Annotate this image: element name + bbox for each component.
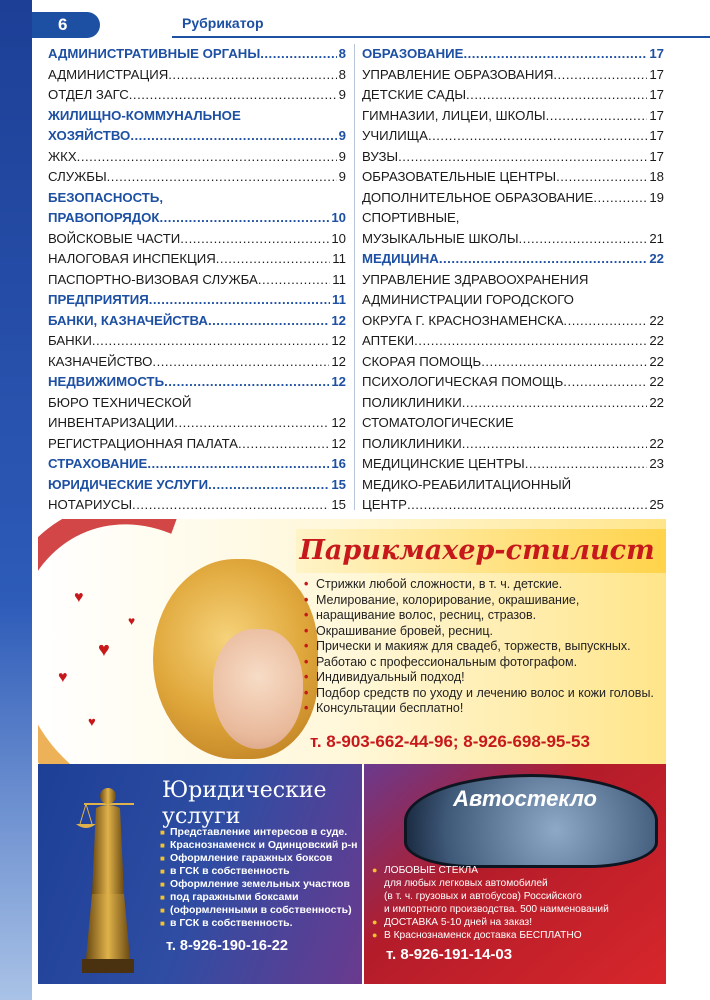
toc-entry-title: ДЕТСКИЕ САДЫ [362, 87, 466, 102]
toc-page-number: 22 [649, 394, 664, 410]
toc-entry [362, 475, 664, 496]
toc-entry [48, 475, 346, 496]
toc-leader-dots [439, 249, 648, 270]
toc-page-number: 22 [649, 251, 664, 266]
toc-entry-title: МЕДИКО-РЕАБИЛИТАЦИОННЫЙ [362, 476, 572, 492]
toc-entry-title: АДМИНИСТРАЦИЯ [48, 66, 169, 82]
service-item: (в т. ч. грузовых и автобусов) Российского [384, 891, 582, 902]
toc-leader-dots [546, 106, 648, 127]
toc-entry [362, 270, 664, 291]
ad-phone: т. 8-903-662-44-96; 8-926-698-95-53 [310, 732, 590, 751]
header-rule [172, 36, 710, 38]
heart-icon: ♥ [128, 614, 136, 628]
toc-page-number: 17 [649, 107, 664, 123]
toc-entry-title: УПРАВЛЕНИЕ ЗДРАВООХРАНЕНИЯ [362, 271, 589, 287]
services-list [160, 826, 357, 930]
toc-leader-dots [216, 249, 331, 270]
ad-hairdresser [38, 519, 666, 764]
toc-entry [362, 290, 664, 311]
toc-entry [48, 352, 346, 373]
toc-leader-dots [563, 311, 647, 332]
ad-title-line: услуги [162, 804, 241, 829]
toc-leader-dots [519, 229, 648, 250]
toc-entry-title: НОТАРИУСЫ [48, 497, 133, 512]
toc-entry [48, 290, 346, 311]
toc-entry-title: СПОРТИВНЫЕ, [362, 210, 460, 225]
column-divider [354, 44, 355, 510]
service-item: ● ЛОБОВЫЕ СТЕКЛА [372, 864, 609, 877]
toc-entry-title: СТРАХОВАНИЕ [48, 456, 148, 471]
toc-entry-title: БАНКИ [48, 333, 92, 348]
toc-leader-dots [463, 44, 647, 65]
toc-page-number: 15 [331, 476, 346, 492]
toc-entry-title: АДМИНИСТРАТИВНЫЕ ОРГАНЫ [48, 46, 261, 61]
service-item: ■ Краснознаменск и Одинцовский р-н [160, 839, 357, 852]
page-header [32, 12, 710, 38]
service-item: • Индивидуальный подход! [304, 670, 654, 686]
toc-page-number: 11 [332, 271, 346, 287]
ad-title-line: Юридические [162, 778, 327, 803]
toc-leader-dots [152, 352, 329, 373]
toc-right-column [362, 44, 664, 516]
section-title: Рубрикатор [182, 15, 264, 31]
toc-entry-title: ВУЗЫ [362, 148, 399, 164]
toc-leader-dots [129, 85, 337, 106]
toc-entry-title: АДМИНИСТРАЦИИ ГОРОДСКОГО [362, 292, 574, 307]
toc-entry-title: МЕДИЦИНСКИЕ ЦЕНТРЫ [362, 456, 525, 471]
toc-page-number: 12 [331, 312, 346, 328]
toc-page-number: 22 [649, 374, 664, 389]
toc-page-number: 17 [649, 87, 664, 102]
toc-leader-dots [130, 126, 336, 147]
toc-entry-title: ХОЗЯЙСТВО [48, 128, 131, 143]
heart-icon: ♥ [74, 589, 84, 606]
toc-page-number: 15 [331, 497, 346, 512]
toc-leader-dots [398, 147, 647, 168]
toc-entry [48, 126, 346, 147]
toc-entry-title: БЮРО ТЕХНИЧЕСКОЙ [48, 394, 192, 410]
themis-statue-icon [74, 774, 140, 979]
toc-entry-title: ДОПОЛНИТЕЛЬНОЕ ОБРАЗОВАНИЕ [362, 189, 594, 205]
ad-auto-glass [364, 764, 666, 984]
toc-page-number: 18 [649, 169, 664, 184]
toc-entry [48, 372, 346, 393]
toc-entry [362, 352, 664, 373]
toc-entry-title: МЕДИЦИНА [362, 251, 439, 266]
toc-entry [48, 393, 346, 414]
service-item: • Подбор средств по уходу и лечению волос и кожи головы. [304, 686, 654, 702]
toc-entry [48, 188, 346, 209]
toc-leader-dots [107, 167, 337, 188]
toc-page-number: 25 [649, 497, 664, 512]
ad-legal-services [38, 764, 362, 984]
toc-entry [362, 372, 664, 393]
toc-page-number: 23 [649, 456, 664, 471]
service-item: для любых легковых автомобилей [384, 878, 548, 889]
service-item: и импортного производства. 500 наименований [384, 904, 609, 915]
toc-entry [48, 65, 346, 86]
service-item: ■ в ГСК в собственность [160, 865, 357, 878]
toc-page-number: 17 [649, 66, 664, 82]
toc-entry-title: ЖИЛИЩНО-КОММУНАЛЬНОЕ [48, 107, 241, 123]
heart-icon: ♥ [58, 669, 68, 686]
service-item: • Стрижки любой сложности, в т. ч. детские. [304, 577, 654, 593]
heart-icon: ♥ [88, 714, 96, 729]
toc-leader-dots [208, 475, 329, 496]
toc-entry [48, 249, 346, 270]
toc-leader-dots [428, 126, 647, 147]
ad-title: Парикмахер-стилист [299, 535, 655, 566]
toc-leader-dots [260, 44, 336, 65]
toc-entry [48, 106, 346, 127]
service-item: ■ Оформление земельных участков [160, 878, 357, 891]
toc-page-number: 9 [338, 148, 346, 164]
toc-leader-dots [208, 311, 329, 332]
toc-entry-title: НЕДВИЖИМОСТЬ [48, 374, 165, 389]
service-item: • Консультации бесплатно! [304, 701, 654, 717]
toc-entry-title: ОКРУГА Г. КРАСНОЗНАМЕНСКА [362, 312, 564, 328]
toc-entry-title: ПРАВОПОРЯДОК [48, 210, 160, 225]
toc-entry-title: ПРЕДПРИЯТИЯ [48, 292, 149, 307]
toc-leader-dots [149, 290, 330, 311]
toc-entry [362, 495, 664, 516]
toc-leader-dots [164, 372, 329, 393]
toc-leader-dots [92, 331, 329, 352]
toc-page-number: 10 [331, 210, 346, 225]
woman-portrait-face [213, 629, 303, 749]
toc-leader-dots [168, 65, 336, 86]
toc-entry [48, 311, 346, 332]
toc-entry [362, 434, 664, 455]
toc-leader-dots [481, 352, 647, 373]
toc-entry [362, 229, 664, 250]
toc-entry-title: БЕЗОПАСНОСТЬ, [48, 189, 163, 205]
toc-entry [362, 147, 664, 168]
toc-entry-title: ВОЙСКОВЫЕ ЧАСТИ [48, 230, 181, 246]
toc-entry [362, 167, 664, 188]
toc-page-number: 22 [649, 312, 664, 328]
toc-leader-dots [525, 454, 648, 475]
toc-entry-title: СЛУЖБЫ [48, 169, 107, 184]
service-item: ● В Краснознаменск доставка БЕСПЛАТНО [372, 929, 609, 942]
toc-entry [362, 126, 664, 147]
toc-leader-dots [462, 393, 648, 414]
toc-page-number: 17 [649, 46, 664, 61]
toc-leader-dots [593, 188, 647, 209]
page-number: 6 [32, 12, 100, 38]
toc-leader-dots [77, 147, 337, 168]
toc-page-number: 11 [332, 292, 346, 307]
toc-entry [362, 44, 664, 65]
service-item: • Окрашивание бровей, ресниц. [304, 624, 654, 640]
toc-leader-dots [238, 434, 329, 455]
toc-entry-title: ГИМНАЗИИ, ЛИЦЕИ, ШКОЛЫ [362, 107, 546, 123]
toc-entry [362, 65, 664, 86]
toc-page-number: 8 [338, 46, 346, 61]
toc-leader-dots [258, 270, 330, 291]
service-item: ■ (оформленными в собственность) [160, 904, 357, 917]
toc-entry-title: ПСИХОЛОГИЧЕСКАЯ ПОМОЩЬ [362, 374, 564, 389]
toc-page-number: 12 [331, 333, 346, 348]
toc-entry [362, 188, 664, 209]
toc-entry-title: СТОМАТОЛОГИЧЕСКИЕ [362, 415, 514, 430]
toc-leader-dots [563, 372, 647, 393]
services-list [304, 577, 654, 717]
toc-page-number: 22 [649, 333, 664, 348]
ad-title [162, 778, 327, 830]
toc-entry-title: ОБРАЗОВАНИЕ [362, 46, 464, 61]
service-item: ■ Оформление гаражных боксов [160, 852, 357, 865]
service-item: ■ в ГСК в собственность. [160, 917, 357, 930]
toc-entry-title: СКОРАЯ ПОМОЩЬ [362, 353, 482, 369]
toc-leader-dots [132, 495, 329, 516]
toc-leader-dots [414, 331, 647, 352]
toc-leader-dots [174, 413, 329, 434]
toc-entry [48, 434, 346, 455]
toc-entry-title: АПТЕКИ [362, 333, 415, 348]
toc-left-column [48, 44, 346, 516]
toc-page-number: 12 [331, 353, 346, 369]
toc-entry-title: МУЗЫКАЛЬНЫЕ ШКОЛЫ [362, 230, 519, 246]
toc-page-number: 22 [649, 435, 664, 451]
toc-page-number: 12 [331, 435, 346, 451]
toc-leader-dots [556, 167, 647, 188]
toc-page-number: 22 [649, 353, 664, 369]
left-decorative-bar [0, 0, 32, 1000]
toc-entry [362, 208, 664, 229]
toc-entry [362, 413, 664, 434]
toc-entry-title: ОБРАЗОВАТЕЛЬНЫЕ ЦЕНТРЫ [362, 169, 557, 184]
toc-entry-title: ИНВЕНТАРИЗАЦИИ [48, 415, 175, 430]
toc-page-number: 10 [331, 230, 346, 246]
toc-leader-dots [553, 65, 647, 86]
toc-page-number: 19 [649, 189, 664, 205]
toc-entry [362, 249, 664, 270]
toc-entry-title: ПОЛИКЛИНИКИ [362, 394, 462, 410]
toc-page-number: 16 [331, 456, 346, 471]
toc-page-number: 8 [338, 66, 346, 82]
toc-entry [48, 270, 346, 291]
toc-leader-dots [407, 495, 647, 516]
toc-page-number: 9 [338, 87, 346, 102]
service-item: ● ДОСТАВКА 5-10 дней на заказ! [372, 916, 609, 929]
toc-page-number: 12 [331, 415, 346, 430]
toc-entry-title: ЖКХ [48, 148, 77, 164]
toc-page-number: 21 [649, 230, 664, 246]
toc-page-number: 11 [332, 251, 346, 266]
service-item: • Мелирование, колорирование, окрашивание, [304, 593, 654, 609]
toc-entry [48, 147, 346, 168]
ad-phone: т. 8-926-191-14-03 [386, 946, 513, 963]
toc-page-number: 12 [331, 374, 346, 389]
toc-entry [362, 311, 664, 332]
toc-entry [48, 495, 346, 516]
toc-entry [48, 331, 346, 352]
toc-entry [48, 454, 346, 475]
toc-entry [48, 85, 346, 106]
toc-entry-title: БАНКИ, КАЗНАЧЕЙСТВА [48, 312, 208, 328]
toc-entry-title: ЮРИДИЧЕСКИЕ УСЛУГИ [48, 476, 209, 492]
service-item: • наращивание волос, ресниц, стразов. [304, 608, 654, 624]
toc-entry [362, 393, 664, 414]
services-list [372, 864, 609, 942]
toc-entry-title: ПАСПОРТНО-ВИЗОВАЯ СЛУЖБА [48, 271, 258, 287]
toc-page-number: 9 [338, 169, 346, 184]
toc-page-number: 9 [338, 128, 346, 143]
toc-entry [362, 106, 664, 127]
toc-entry-title: УПРАВЛЕНИЕ ОБРАЗОВАНИЯ [362, 66, 554, 82]
service-item: ■ Представление интересов в суде. [160, 826, 357, 839]
toc-page-number: 17 [649, 128, 664, 143]
toc-page-number: 17 [649, 148, 664, 164]
toc-leader-dots [159, 208, 329, 229]
heart-icon: ♥ [98, 639, 110, 661]
ad-phone: т. 8-926-190-16-22 [166, 938, 288, 954]
toc-entry-title: УЧИЛИЩА [362, 128, 428, 143]
toc-leader-dots [147, 454, 329, 475]
toc-entry [362, 85, 664, 106]
toc-leader-dots [462, 434, 648, 455]
service-item: • Работаю с профессиональным фотографом. [304, 655, 654, 671]
toc-entry-title: КАЗНАЧЕЙСТВО [48, 353, 153, 369]
toc-entry [48, 167, 346, 188]
toc-leader-dots [180, 229, 329, 250]
toc-entry [48, 413, 346, 434]
toc-entry-title: ПОЛИКЛИНИКИ [362, 435, 462, 451]
toc-entry-title: ОТДЕЛ ЗАГС [48, 87, 129, 102]
toc-entry-title: РЕГИСТРАЦИОННАЯ ПАЛАТА [48, 435, 238, 451]
toc-entry [48, 208, 346, 229]
toc-entry-title: НАЛОГОВАЯ ИНСПЕКЦИЯ [48, 251, 216, 266]
toc-leader-dots [466, 85, 647, 106]
toc-entry [362, 454, 664, 475]
toc-entry [362, 331, 664, 352]
toc-entry [48, 44, 346, 65]
ad-title: Автостекло [453, 786, 597, 811]
toc-entry-title: ЦЕНТР [362, 497, 407, 512]
service-item: • Прически и макияж для свадеб, торжеств, выпускных. [304, 639, 654, 655]
toc-entry [48, 229, 346, 250]
service-item: ■ под гаражными боксами [160, 891, 357, 904]
